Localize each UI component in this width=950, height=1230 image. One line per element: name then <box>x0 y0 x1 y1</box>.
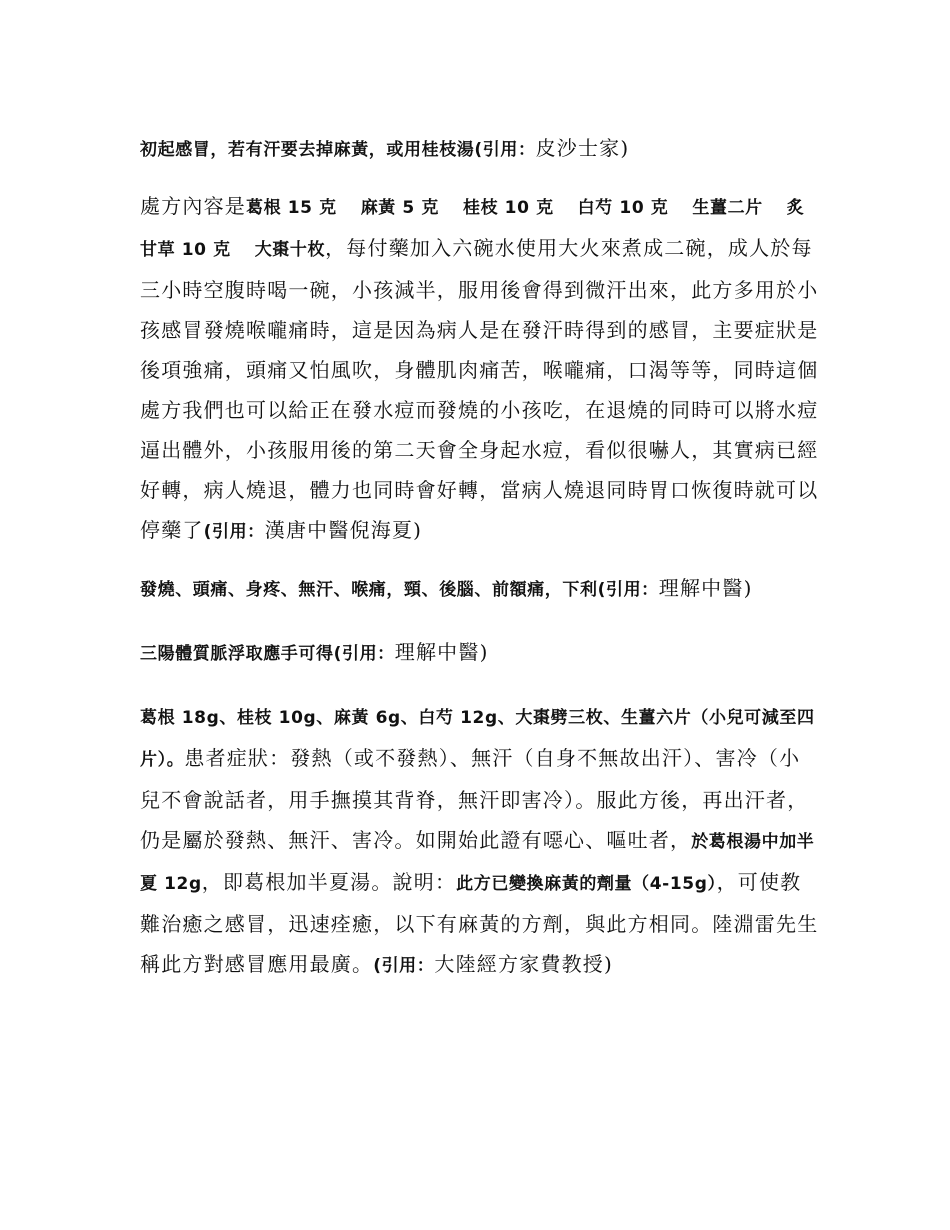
herb-item: 生薑二片 <box>692 198 763 218</box>
paragraph-5-bold-3: 此方已變換麻黃的劑量（4-15g） <box>456 874 717 894</box>
paragraph-3-citation: 理解中醫) <box>658 576 753 600</box>
paragraph-5-text-3: ，可使教難治癒之感冒，迅速痊癒，以下有麻黃的方劑，與此方相同。陸淵雷先生稱此方對感冒應用最廣。 <box>140 870 819 976</box>
paragraph-2-citation: 漢唐中醫倪海夏) <box>264 518 423 542</box>
paragraph-1 <box>140 128 820 170</box>
paragraph-1-citation: 皮沙士家) <box>535 136 630 160</box>
paragraph-3 <box>140 568 820 610</box>
paragraph-5-citation-label: (引用： <box>373 956 435 976</box>
herb-item: 炙甘草 10 克 <box>140 198 805 260</box>
herb-item: 大棗十枚 <box>254 240 326 260</box>
paragraph-2-citation-label: (引用： <box>203 522 265 542</box>
paragraph-4-citation: 理解中醫) <box>394 640 489 664</box>
paragraph-2-intro: 處方內容是 <box>140 194 246 218</box>
paragraph-5-bold-2: 於葛根湯中加半夏 12g <box>140 832 815 894</box>
paragraph-1-bold: 初起感冒，若有汗要去掉麻黃，或用桂枝湯(引用： <box>140 140 536 160</box>
paragraph-5-text-2: ，即葛根加半夏湯。說明： <box>201 870 457 894</box>
paragraph-5-bold-1: 葛根 18g、桂枝 10g、麻黃 6g、白芍 12g、大棗劈三枚、生薑六片（小兒可減至四片）。 <box>140 708 815 770</box>
herb-item: 白芍 10 克 <box>577 198 669 218</box>
paragraph-4-bold: 三陽體質脈浮取應手可得(引用： <box>140 644 395 664</box>
paragraph-2 <box>140 186 820 552</box>
paragraph-3-bold: 發燒、頭痛、身疼、無汗、喉痛，頸、後腦、前額痛，下利(引用： <box>140 580 659 600</box>
paragraph-5-citation: 大陸經方家費教授) <box>434 952 613 976</box>
herb-item: 葛根 15 克 <box>246 198 337 218</box>
paragraph-5-text-1: 患者症狀：發熱（或不發熱）、無汗（自身不無故出汗）、害冷（小兒不會說話者，用手撫摸其背脊，無汗即害冷）。服此方後，再出汗者，仍是屬於發熱、無汗、害冷。如開始此證有噁心、嘔吐者， <box>140 746 809 852</box>
herb-item: 桂枝 10 克 <box>462 198 554 218</box>
paragraph-4 <box>140 632 820 674</box>
herb-item: 麻黃 5 克 <box>360 198 439 218</box>
document-page <box>140 128 820 986</box>
paragraph-2-body: ，每付藥加入六碗水使用大火來煮成二碗，成人於每三小時空腹時喝一碗，小孩減半，服用後會得到微汗出來，此方多用於小孩感冒發燒喉嚨痛時，這是因為病人是在發汗時得到的感冒，主要症狀是後項強痛，頭痛又怕風吹，身體肌肉痛苦，喉嚨痛，口渴等等，同時這個處方我們也可以給正在發水痘而發燒的小孩吃，在退燒的同時可以將水痘逼出體外，小孩服用後的第二天會全身起水痘，看似很嚇人，其實病已經好轉，病人燒退，體力也同時會好轉，當病人燒退同時胃口恢復時就可以停藥了 <box>140 236 819 542</box>
paragraph-5 <box>140 696 820 986</box>
